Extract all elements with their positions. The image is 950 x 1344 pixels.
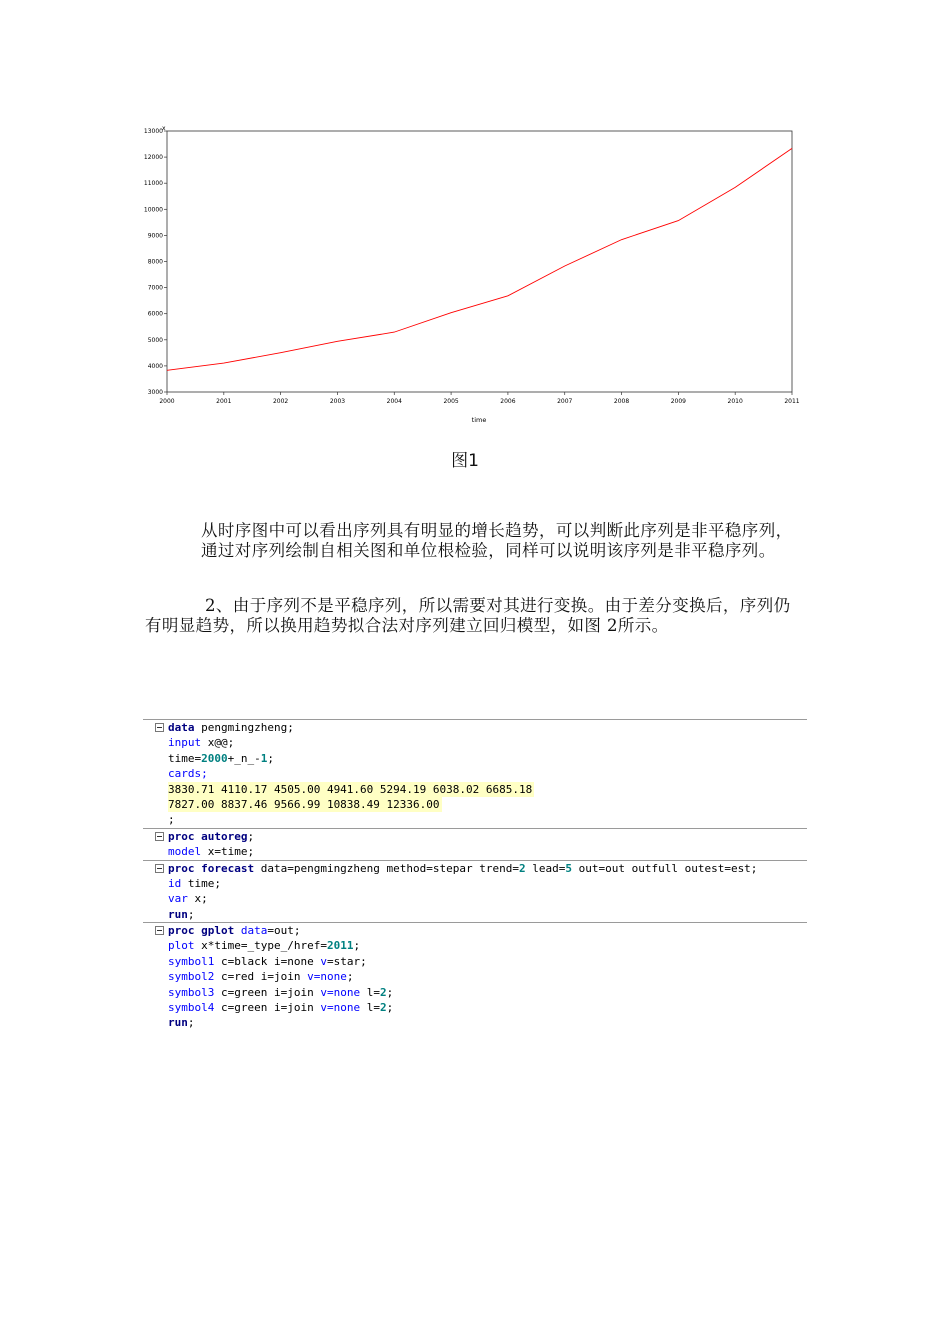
code-text: time; [181,876,221,890]
code-keyword: symbol4 [168,1001,215,1015]
code-line [143,876,807,891]
code-line [143,907,807,922]
code-text: ; [168,813,175,827]
code-number: 2 [379,985,387,999]
collapse-icon[interactable] [155,723,164,732]
code-text: l= [360,1001,380,1015]
code-text: x; [187,892,208,906]
code-keyword: plot [168,939,195,953]
x-axis [159,392,799,405]
code-line [143,923,807,938]
sas-code-editor[interactable] [143,719,807,1031]
code-text: c=green i=join [214,985,321,999]
code-text: =out; [267,924,301,938]
x-tick-label: 2006 [500,398,516,405]
x-tick-label: 2001 [216,398,232,405]
code-keyword: model [168,845,202,859]
code-text: l= [360,985,380,999]
code-keyword: v=none [320,985,361,999]
code-keyword: proc forecast [168,861,255,875]
series-line [167,148,792,370]
y-tick-label: 9000 [147,232,163,240]
code-number: 2 [519,861,526,875]
code-line [143,797,807,812]
code-line [143,969,807,984]
code-text: +_n_- [227,751,261,765]
plot-frame [167,131,792,392]
code-keyword: v=none [307,970,347,984]
code-number: 1 [260,751,268,765]
x-tick-label: 2003 [329,398,346,405]
x-tick-label: 2005 [443,398,459,405]
code-keyword: symbol1 [168,954,215,968]
y-tick-label: 12000 [143,154,163,162]
code-keyword: input [168,736,202,750]
code-keyword: symbol2 [168,970,215,984]
code-text: ; [386,985,394,999]
code-line [143,751,807,766]
code-line [143,938,807,953]
paragraph-2-text: 2、由于序列不是平稳序列，所以需要对其进行变换。由于差分变换后，序列仍有明显趋势，所以换用趋势拟合法对序列建立回归模型，如图 2所示。 [145,596,791,635]
code-line [143,782,807,797]
code-line [143,735,807,750]
y-tick-label: 13000 [143,128,163,135]
code-number: 5 [565,861,572,875]
code-text: x@@; [201,736,235,750]
data-values-line: 3830.71 4110.17 4505.00 4941.60 5294.19 6038.02 6685.18 [168,782,533,796]
y-tick-label: 6000 [147,310,163,318]
collapse-icon[interactable] [155,864,164,873]
x-tick-label: 2008 [613,398,630,405]
paragraph-1-text: 从时序图中可以看出序列具有明显的增长趋势，可以判断此序列是非平稳序列，通过对序列绘制自相关图和单位根检验，同样可以说明该序列是非平稳序列。 [201,521,793,560]
x-tick-label: 2004 [386,398,402,405]
code-keyword: id [168,876,182,890]
y-tick-label: 5000 [147,336,163,344]
code-text: c=black i=none [214,954,321,968]
code-keyword: symbol3 [168,985,215,999]
x-tick-label: 2007 [557,398,573,405]
code-keyword: data [168,721,195,734]
code-line [143,985,807,1000]
code-keyword: cards; [168,767,208,781]
code-text: ; [267,751,274,765]
code-line [143,891,807,906]
code-line [143,766,807,781]
y-tick-label: 10000 [143,206,163,214]
code-text: data=pengmingzheng method=stepar trend= [254,861,519,875]
code-line [143,829,807,844]
code-text: pengmingzheng; [194,721,294,734]
code-keyword: proc autoreg [168,829,248,843]
code-text: c=green i=join [214,1001,321,1015]
code-text: ; [187,1016,195,1030]
code-text: x=time; [201,845,255,859]
paragraph-2 [145,596,800,636]
code-text: lead= [525,861,566,875]
x-tick-label: 2009 [670,398,687,405]
x-axis-label: time [471,416,487,424]
paragraph-1 [145,521,800,561]
y-axis [144,128,167,396]
collapse-icon[interactable] [155,926,164,935]
y-axis-label: x [162,125,166,132]
code-block-autoreg [143,828,807,860]
code-line [143,861,807,876]
code-number: 2 [379,1001,387,1015]
code-text: ; [247,829,255,843]
code-text: ; [353,939,361,953]
code-keyword: run [168,907,188,921]
code-text: ; [386,1001,394,1015]
code-text: x*time=_type_/href= [194,939,327,953]
code-keyword: proc gplot [168,924,235,938]
code-keyword: data [234,924,268,938]
x-tick-label: 2002 [272,398,289,405]
code-line [143,954,807,969]
code-text: =star; [326,954,367,968]
collapse-icon[interactable] [155,832,164,841]
code-text: ; [346,970,354,984]
y-tick-label: 3000 [147,389,163,396]
code-block-gplot [143,922,807,1031]
code-keyword: var [168,892,188,906]
code-line [143,1000,807,1015]
x-tick-label: 2000 [159,398,175,405]
y-tick-label: 8000 [147,258,163,266]
y-tick-label: 11000 [143,180,163,188]
y-tick-label: 4000 [147,362,163,370]
code-number: 2011 [326,939,354,953]
code-block-data [143,719,807,828]
y-tick-label: 7000 [147,284,163,292]
time-series-chart [140,124,805,429]
code-keyword: v=none [320,1001,361,1015]
code-line [143,812,807,827]
code-keyword: run [168,1016,188,1030]
code-number: 2000 [201,751,228,765]
code-text: time= [168,751,202,765]
code-block-forecast [143,860,807,923]
code-text: ; [187,907,195,921]
code-text: out=out outfull outest=est; [572,861,758,875]
x-tick-label: 2010 [727,398,743,405]
code-line [143,1015,807,1030]
code-keyword: v [320,954,327,968]
figure-caption: 图1 [451,451,479,471]
data-values-line: 7827.00 8837.46 9566.99 10838.49 12336.00 [168,797,440,811]
x-tick-label: 2011 [784,398,800,405]
code-line [143,844,807,859]
code-line [143,720,807,735]
code-text: c=red i=join [214,970,308,984]
